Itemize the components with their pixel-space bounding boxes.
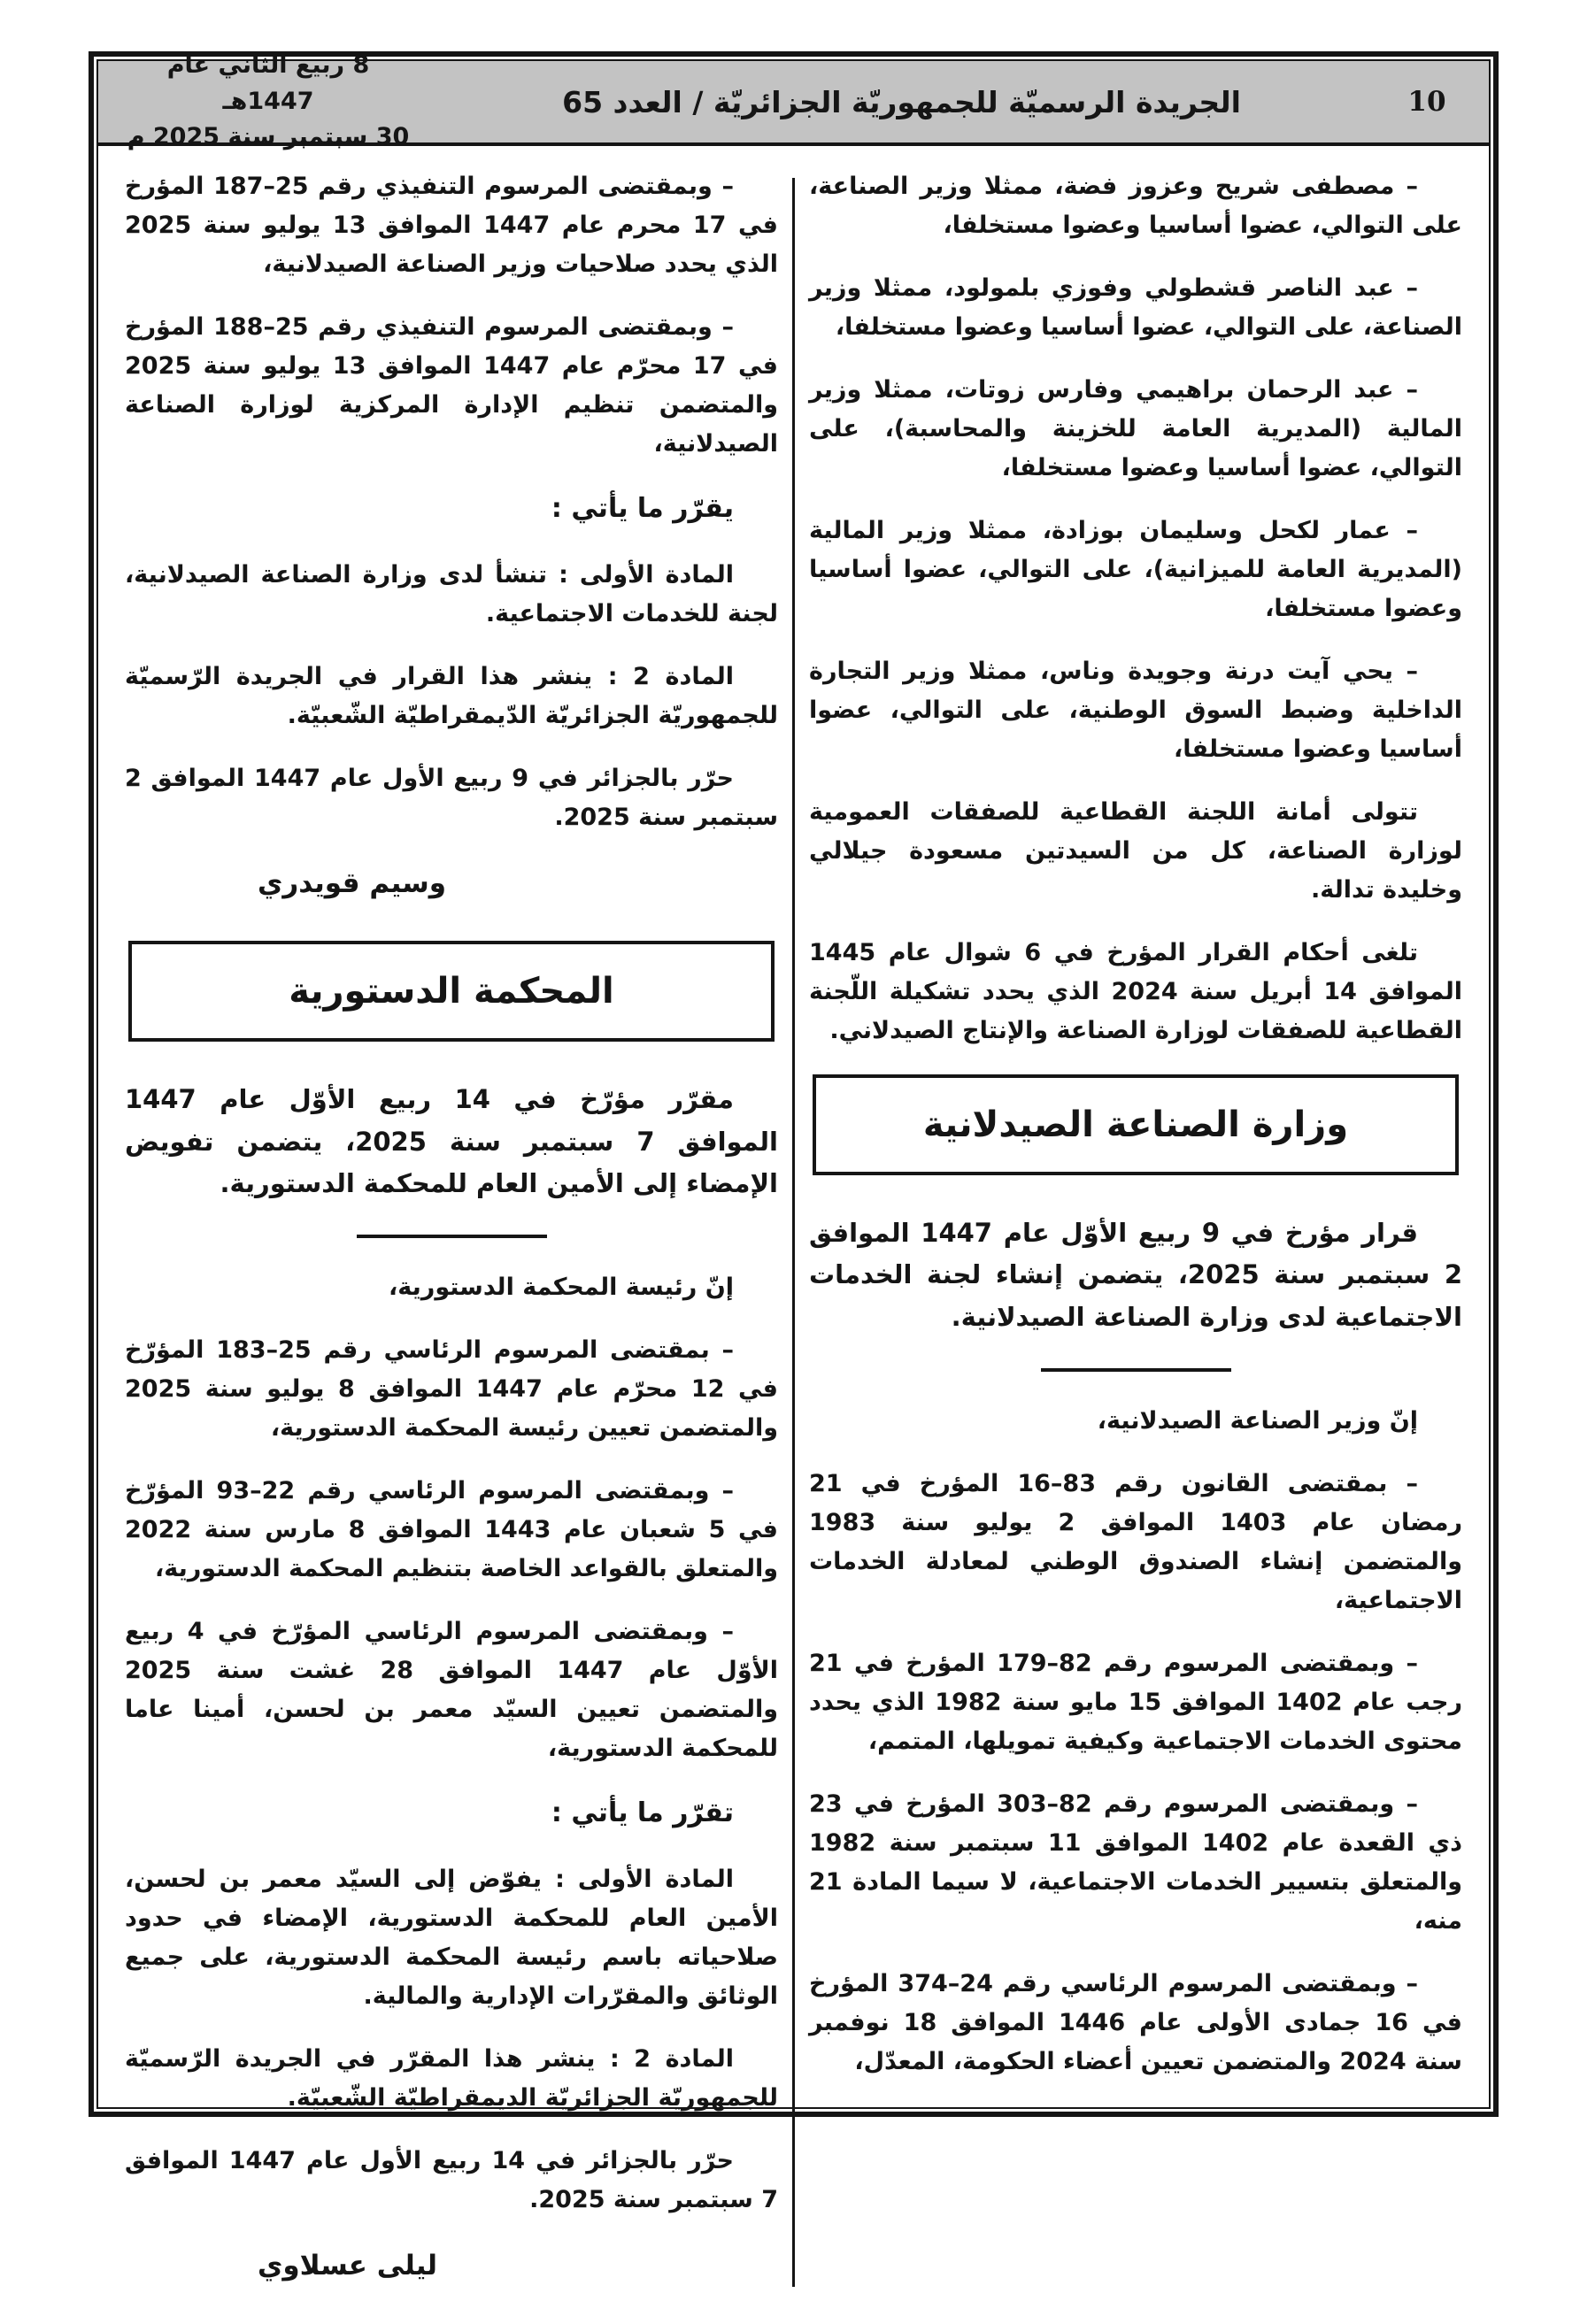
article-paragraph: المادة 2 : ينشر هذا القرار في الجريدة الرّسميّة للجمهوريّة الجزائريّة الدّيمقراطيّة الشّعبيّة.: [125, 662, 778, 729]
paragraph: تتولى أمانة اللجنة القطاعية للصفقات العمومية لوزارة الصناعة، كل من السيدتين مسعودة جيلالي وخليدة تدالة.: [809, 798, 1462, 904]
section-title-box: المحكمة الدستورية: [128, 941, 775, 1042]
lead-heading: مقرّر مؤرّخ في 14 ربيع الأوّل عام 1447 الموافق 7 سبتمبر سنة 2025، يتضمن تفويض الإمضاء إلى الأمين العام للمحكمة الدستورية.: [125, 1084, 778, 1198]
paragraph: – وبمقتضى المرسوم الرئاسي المؤرّخ في 4 ربيع الأوّل عام 1447 الموافق 28 غشت سنة 2025 والمتضمن تعيين السيّد معمر بن لحسن، أمينا عاما للمحكمة الدستورية،: [125, 1618, 778, 1763]
paragraph: – وبمقتضى المرسوم التنفيذي رقم 25–188 المؤرخ في 17 محرّم عام 1447 الموافق 13 يوليو سنة 2025 والمتضمن تنظيم الإدارة المركزية لوزارة الصناعة الصيدلانية،: [125, 313, 778, 458]
separator-rule: [357, 1235, 547, 1238]
decree-formula: تقرّر ما يأتي :: [551, 1797, 734, 1829]
article-label: المادة الأولى :: [547, 560, 734, 589]
paragraph: تلغى أحكام القرار المؤرخ في 6 شوال عام 1445 الموافق 14 أبريل سنة 2024 الذي يحدد تشكيلة اللّجنة القطاعية للصفقات لوزارة الصناعة والإنتاج الصيدلاني.: [809, 939, 1463, 1044]
paragraph: – مصطفى شريح وعزوز فضة، ممثلا وزير الصناعة، على التوالي، عضوا أساسيا وعضوا مستخلفا،: [809, 173, 1462, 239]
gazette-title: الجريدة الرسميّة للجمهوريّة الجزائريّة / العدد 65: [562, 84, 1241, 119]
article-label: المادة 2 :: [595, 2045, 735, 2074]
paragraph: إنّ وزير الصناعة الصيدلانية،: [1097, 1406, 1418, 1435]
column-left: [111, 167, 792, 2324]
paragraph: – بمقتضى القانون رقم 83–16 المؤرخ في 21 رمضان عام 1403 الموافق 2 يوليو سنة 1983 والمتضمن إنشاء الصندوق الوطني لمعادلة الخدمات الاجتماعية،: [809, 1469, 1462, 1614]
article-paragraph: المادة الأولى : تنشأ لدى وزارة الصناعة الصيدلانية، لجنة للخدمات الاجتماعية.: [125, 560, 778, 627]
column-right: [795, 167, 1476, 2324]
column-divider: [792, 178, 795, 2287]
signature: ليلى عسلاوي: [258, 2250, 438, 2282]
page-number: 10: [1407, 86, 1446, 118]
paragraph: – وبمقتضى المرسوم التنفيذي رقم 25–187 المؤرخ في 17 محرم عام 1447 الموافق 13 يوليو سنة 2025 الذي يحدد صلاحيات وزير الصناعة الصيدلانية،: [125, 173, 778, 278]
lead-heading: قرار مؤرخ في 9 ربيع الأوّل عام 1447 الموافق 2 سبتمبر سنة 2025، يتضمن إنشاء لجنة الخدمات الاجتماعية لدى وزارة الصناعة الصيدلانية.: [809, 1218, 1462, 1332]
paragraph: – يحي آيت درنة وجويدة وناس، ممثلا وزير التجارة الداخلية وضبط السوق الوطنية، على التوالي، عضوا أساسيا وعضوا مستخلفا،: [809, 658, 1462, 763]
paragraph: – عبد الرحمان براهيمي وفارس زوتات، ممثلا وزير المالية (المديرية العامة للخزينة والمحاسبة)، على التوالي، عضوا أساسيا وعضوا مستخلفا،: [809, 376, 1462, 481]
page-content: [98, 146, 1489, 2324]
paragraph: – وبمقتضى المرسوم رقم 82–303 المؤرخ في 23 ذي القعدة عام 1402 الموافق 11 سبتمبر سنة 1982 والمتعلق بتسيير الخدمات الاجتماعية، لا سيما المادة 21 منه،: [809, 1789, 1462, 1935]
paragraph: – وبمقتضى المرسوم الرئاسي رقم 22–93 المؤرّخ في 5 شعبان عام 1443 الموافق 8 مارس سنة 2022 والمتعلق بالقواعد الخاصة بتنظيم المحكمة الدستورية،: [125, 1477, 778, 1583]
signature: وسيم قويدري: [258, 866, 447, 899]
article-label: المادة الأولى :: [542, 1866, 734, 1894]
paragraph: – عبد الناصر قشطولي وفوزي بلمولود، ممثلا وزير الصناعة، على التوالي، عضوا أساسيا وعضوا مستخلفا،: [809, 274, 1462, 341]
section-title-box: وزارة الصناعة الصيدلانية: [813, 1074, 1459, 1175]
paragraph: – وبمقتضى المرسوم الرئاسي رقم 24–374 المؤرخ في 16 جمادى الأولى عام 1446 الموافق 18 نوفمبر سنة 2024 والمتضمن تعيين أعضاء الحكومة، المعدّل،: [809, 1969, 1462, 2075]
date-gregorian: 30 سبتمبر سنة 2025 م: [127, 123, 410, 151]
page-frame-inner: [96, 51, 1491, 2282]
paragraph: – وبمقتضى المرسوم رقم 82–179 المؤرخ في 21 رجب عام 1402 الموافق 15 مايو سنة 1982 الذي يحدد محتوى الخدمات الاجتماعية وكيفية تمويلها، المتمم،: [809, 1649, 1462, 1755]
header-bar: [98, 51, 1489, 151]
paragraph: – بمقتضى المرسوم الرئاسي رقم 25–183 المؤرّخ في 12 محرّم عام 1447 الموافق 8 يوليو سنة 2025 والمتضمن تعيين رئيسة المحكمة الدستورية،: [125, 1336, 778, 1443]
page-frame: [89, 51, 1499, 2282]
decree-formula: يقرّر ما يأتي :: [551, 493, 734, 524]
separator-rule: [1041, 1368, 1231, 1372]
article-paragraph: المادة الأولى : يفوّض إلى السيّد معمر بن لحسن، الأمين العام للمحكمة الدستورية، الإمضاء في حدود صلاحياته باسم رئيسة المحكمة الدستورية، على جميع الوثائق والمقرّرات الإدارية والمالية.: [125, 1866, 778, 2011]
paragraph: حرّر بالجزائر في 14 ربيع الأول عام 1447 الموافق 7 سبتمبر سنة 2025.: [125, 2147, 778, 2214]
article-label: المادة 2 :: [592, 662, 734, 690]
article-paragraph: المادة 2 : ينشر هذا المقرّر في الجريدة الرّسميّة للجمهوريّة الجزائريّة الديمقراطيّة الشّعبيّة.: [125, 2045, 778, 2112]
date-block: [118, 48, 419, 156]
paragraph: إنّ رئيسة المحكمة الدستورية،: [389, 1274, 734, 1302]
paragraph: – عمار لكحل وسليمان بوزادة، ممثلا وزير المالية (المديرية العامة للميزانية)، على التوالي، عضوا أساسيا وعضوا مستخلفا،: [809, 517, 1462, 622]
paragraph: حرّر بالجزائر في 9 ربيع الأول عام 1447 الموافق 2 سبتمبر سنة 2025.: [125, 764, 778, 831]
date-hijri: 8 ربيع الثاني عام 1447هـ: [166, 51, 370, 115]
